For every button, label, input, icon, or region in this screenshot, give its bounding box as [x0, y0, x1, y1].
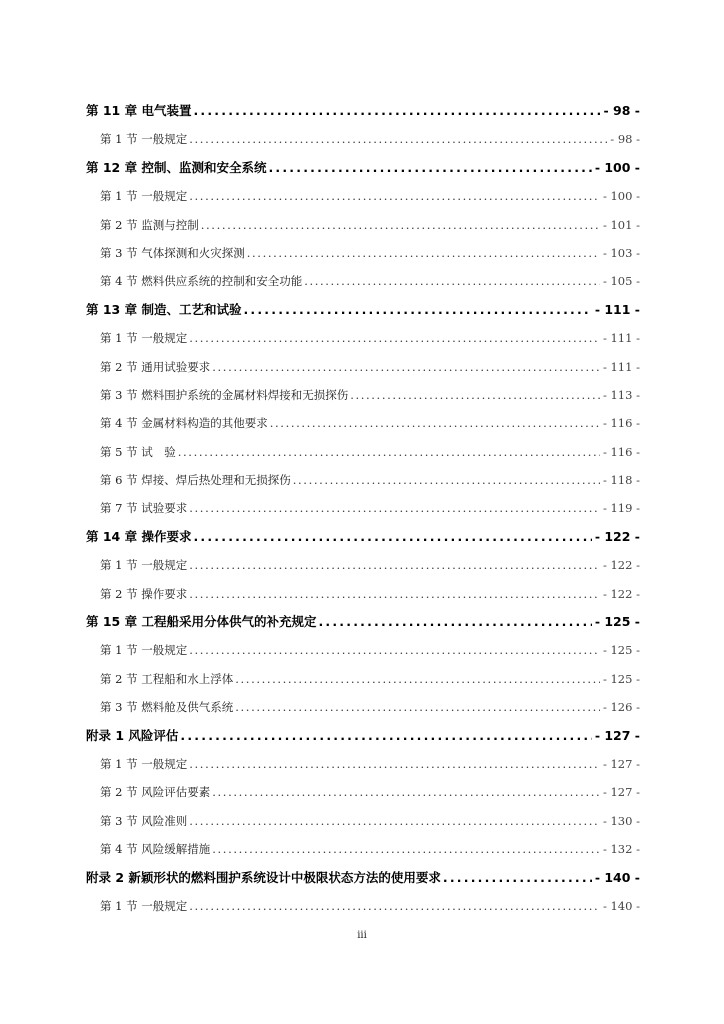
toc-entry-title: 第 3 节 燃料围护系统的金属材料焊接和无损探伤: [100, 387, 349, 402]
toc-entry-title: 第 5 节 试 验: [100, 444, 176, 459]
dot-leader: [193, 523, 591, 551]
toc-entry-page: - 119 -: [602, 501, 640, 516]
toc-entry-page: - 132 -: [602, 842, 640, 857]
table-of-contents: [86, 97, 640, 920]
toc-section-entry[interactable]: [86, 778, 640, 806]
toc-entry-page: - 130 -: [602, 813, 640, 828]
toc-section-entry[interactable]: [86, 182, 640, 210]
toc-entry-page: - 105 -: [602, 274, 640, 289]
toc-entry-page: - 118 -: [602, 473, 640, 488]
toc-section-entry[interactable]: [86, 353, 640, 381]
toc-entry-title: 第 2 节 工程船和水上浮体: [100, 671, 234, 686]
toc-entry-page: - 127 -: [602, 785, 640, 800]
toc-entry-title: 第 1 节 一般规定: [100, 331, 188, 346]
page-number-footer: iii: [357, 930, 367, 941]
dot-leader: [178, 438, 600, 466]
dot-leader: [189, 580, 600, 608]
dot-leader: [189, 807, 600, 835]
dot-leader: [189, 324, 600, 352]
toc-entry-page: - 100 -: [594, 159, 640, 175]
toc-entry-title: 第 11 章 电气装置: [86, 103, 192, 118]
dot-leader: [235, 665, 600, 693]
toc-entry-page: - 122 -: [594, 528, 640, 544]
toc-chapter-entry[interactable]: [86, 864, 640, 892]
toc-section-entry[interactable]: [86, 892, 640, 920]
toc-entry-title: 第 2 节 监测与控制: [100, 217, 199, 232]
dot-leader: [318, 608, 591, 636]
toc-entry-title: 第 15 章 工程船采用分体供气的补充规定: [86, 614, 317, 630]
dot-leader: [189, 551, 600, 579]
toc-entry-title: 第 3 节 气体探测和火灾探测: [100, 245, 245, 260]
dot-leader: [189, 182, 600, 210]
toc-entry-title: 第 4 节 金属材料构造的其他要求: [100, 416, 268, 431]
toc-entry-page: - 116 -: [602, 416, 640, 431]
toc-section-entry[interactable]: [86, 438, 640, 466]
toc-entry-title: 第 1 节 一般规定: [100, 558, 188, 573]
toc-section-entry[interactable]: [86, 580, 640, 608]
toc-entry-title: 第 14 章 操作要求: [86, 528, 192, 544]
toc-section-entry[interactable]: [86, 466, 640, 494]
dot-leader: [189, 494, 600, 522]
dot-leader: [180, 722, 591, 750]
toc-entry-page: - 98 -: [610, 132, 640, 147]
toc-entry-title: 第 3 节 风险准则: [100, 813, 188, 828]
toc-section-entry[interactable]: [86, 750, 640, 778]
toc-section-entry[interactable]: [86, 239, 640, 267]
dot-leader: [443, 864, 592, 892]
toc-entry-title: 第 2 节 通用试验要求: [100, 359, 211, 374]
dot-leader: [350, 381, 600, 409]
toc-chapter-entry[interactable]: [86, 97, 640, 125]
toc-entry-title: 第 1 节 一般规定: [100, 189, 188, 204]
dot-leader: [189, 125, 607, 153]
toc-entry-title: 第 2 节 风险评估要素: [100, 785, 211, 800]
dot-leader: [270, 409, 600, 437]
toc-entry-title: 第 1 节 一般规定: [100, 756, 188, 771]
toc-section-entry[interactable]: [86, 324, 640, 352]
toc-section-entry[interactable]: [86, 551, 640, 579]
toc-entry-page: - 125 -: [602, 671, 640, 686]
dot-leader: [189, 750, 600, 778]
toc-entry-title: 附录 2 新颖形状的燃料围护系统设计中极限状态方法的使用要求: [86, 869, 441, 885]
dot-leader: [212, 353, 600, 381]
toc-entry-page: - 127 -: [602, 756, 640, 771]
toc-entry-page: - 98 -: [603, 103, 640, 118]
toc-chapter-entry[interactable]: [86, 154, 640, 182]
dot-leader: [189, 636, 600, 664]
dot-leader: [243, 296, 591, 324]
toc-entry-title: 附录 1 风险评估: [86, 727, 179, 743]
dot-leader: [212, 778, 600, 806]
toc-section-entry[interactable]: [86, 807, 640, 835]
toc-section-entry[interactable]: [86, 125, 640, 153]
toc-entry-page: - 113 -: [602, 387, 640, 402]
toc-section-entry[interactable]: [86, 267, 640, 295]
dot-leader: [235, 693, 600, 721]
toc-entry-page: - 140 -: [602, 898, 640, 913]
dot-leader: [193, 97, 600, 125]
toc-chapter-entry[interactable]: [86, 608, 640, 636]
toc-section-entry[interactable]: [86, 494, 640, 522]
toc-section-entry[interactable]: [86, 693, 640, 721]
dot-leader: [268, 154, 591, 182]
toc-entry-title: 第 1 节 一般规定: [100, 898, 188, 913]
toc-entry-title: 第 4 节 风险缓解措施: [100, 842, 211, 857]
toc-entry-title: 第 2 节 操作要求: [100, 586, 188, 601]
toc-entry-title: 第 1 节 一般规定: [100, 132, 188, 147]
dot-leader: [189, 892, 600, 920]
toc-entry-page: - 125 -: [602, 643, 640, 658]
toc-entry-page: - 122 -: [602, 558, 640, 573]
dot-leader: [247, 239, 600, 267]
toc-section-entry[interactable]: [86, 665, 640, 693]
toc-entry-title: 第 1 节 一般规定: [100, 643, 188, 658]
toc-entry-page: - 111 -: [602, 359, 640, 374]
toc-entry-title: 第 3 节 燃料舱及供气系统: [100, 700, 234, 715]
toc-chapter-entry[interactable]: [86, 296, 640, 324]
toc-entry-page: - 140 -: [594, 869, 640, 885]
toc-entry-title: 第 13 章 制造、工艺和试验: [86, 301, 242, 317]
toc-entry-title: 第 12 章 控制、监测和安全系统: [86, 159, 267, 175]
toc-entry-title: 第 6 节 焊接、焊后热处理和无损探伤: [100, 473, 291, 488]
toc-chapter-entry[interactable]: [86, 523, 640, 551]
toc-entry-title: 第 4 节 燃料供应系统的控制和安全功能: [100, 274, 303, 289]
toc-section-entry[interactable]: [86, 636, 640, 664]
toc-entry-page: - 100 -: [602, 189, 640, 204]
toc-section-entry[interactable]: [86, 211, 640, 239]
toc-entry-page: - 101 -: [602, 217, 640, 232]
toc-entry-page: - 122 -: [602, 586, 640, 601]
toc-section-entry[interactable]: [86, 381, 640, 409]
toc-section-entry[interactable]: [86, 835, 640, 863]
dot-leader: [304, 267, 600, 295]
dot-leader: [201, 211, 600, 239]
toc-entry-title: 第 7 节 试验要求: [100, 501, 188, 516]
toc-entry-page: - 111 -: [594, 301, 640, 317]
toc-entry-page: - 125 -: [594, 614, 640, 630]
toc-entry-page: - 111 -: [602, 331, 640, 346]
toc-entry-page: - 127 -: [594, 727, 640, 743]
toc-entry-page: - 116 -: [602, 444, 640, 459]
dot-leader: [212, 835, 600, 863]
toc-entry-page: - 126 -: [602, 700, 640, 715]
toc-entry-page: - 103 -: [602, 245, 640, 260]
toc-section-entry[interactable]: [86, 409, 640, 437]
dot-leader: [293, 466, 600, 494]
toc-chapter-entry[interactable]: [86, 722, 640, 750]
